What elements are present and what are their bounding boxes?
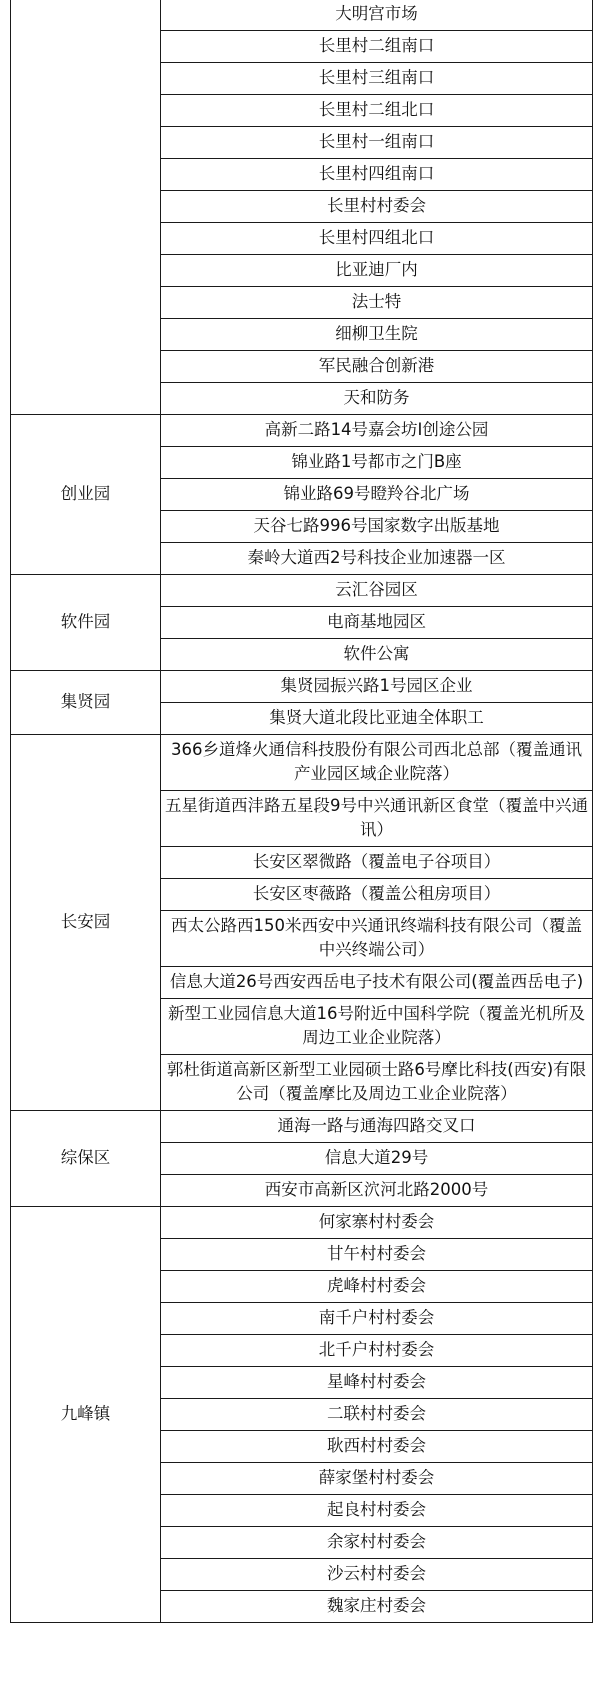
location-cell: 长里村一组南口 <box>161 127 593 159</box>
location-cell: 沙云村村委会 <box>161 1559 593 1591</box>
location-cell: 长里村二组南口 <box>161 31 593 63</box>
table-row <box>11 1111 593 1143</box>
table-row <box>11 415 593 447</box>
location-cell: 高新二路14号嘉会坊I创途公园 <box>161 415 593 447</box>
location-cell: 366乡道烽火通信科技股份有限公司西北总部（覆盖通讯产业园区域企业院落） <box>161 735 593 791</box>
table-row <box>11 0 593 31</box>
sampling-sites-table <box>10 0 593 1623</box>
location-cell: 通海一路与通海四路交叉口 <box>161 1111 593 1143</box>
location-cell: 军民融合创新港 <box>161 351 593 383</box>
table-row <box>11 1207 593 1239</box>
location-cell: 云汇谷园区 <box>161 575 593 607</box>
location-cell: 长里村三组南口 <box>161 63 593 95</box>
location-cell: 法士特 <box>161 287 593 319</box>
location-cell: 天和防务 <box>161 383 593 415</box>
location-cell: 西安市高新区泬河北路2000号 <box>161 1175 593 1207</box>
location-cell: 长安区翠微路（覆盖电子谷项目） <box>161 847 593 879</box>
area-name-cell: 九峰镇 <box>11 1207 161 1623</box>
location-cell: 比亚迪厂内 <box>161 255 593 287</box>
table-row <box>11 735 593 791</box>
area-name-cell: 长安园 <box>11 735 161 1111</box>
table-row <box>11 575 593 607</box>
location-cell: 薛家堡村村委会 <box>161 1463 593 1495</box>
location-cell: 集贤园振兴路1号园区企业 <box>161 671 593 703</box>
location-cell: 何家寨村村委会 <box>161 1207 593 1239</box>
location-cell: 信息大道29号 <box>161 1143 593 1175</box>
location-cell: 起良村村委会 <box>161 1495 593 1527</box>
location-cell: 西太公路西150米西安中兴通讯终端科技有限公司（覆盖中兴终端公司） <box>161 911 593 967</box>
table-row <box>11 671 593 703</box>
location-cell: 大明宫市场 <box>161 0 593 31</box>
location-cell: 南千户村村委会 <box>161 1303 593 1335</box>
location-cell: 星峰村村委会 <box>161 1367 593 1399</box>
location-cell: 天谷七路996号国家数字出版基地 <box>161 511 593 543</box>
location-cell: 电商基地园区 <box>161 607 593 639</box>
location-cell: 甘午村村委会 <box>161 1239 593 1271</box>
location-cell: 二联村村委会 <box>161 1399 593 1431</box>
location-cell: 虎峰村村委会 <box>161 1271 593 1303</box>
location-cell: 细柳卫生院 <box>161 319 593 351</box>
location-cell: 魏家庄村委会 <box>161 1591 593 1623</box>
location-cell: 新型工业园信息大道16号附近中国科学院（覆盖光机所及周边工业企业院落） <box>161 999 593 1055</box>
location-cell: 锦业路69号瞪羚谷北广场 <box>161 479 593 511</box>
location-cell: 长里村村委会 <box>161 191 593 223</box>
location-cell: 长里村二组北口 <box>161 95 593 127</box>
location-cell: 耿西村村委会 <box>161 1431 593 1463</box>
location-cell: 北千户村村委会 <box>161 1335 593 1367</box>
location-cell: 锦业路1号都市之门B座 <box>161 447 593 479</box>
location-cell: 秦岭大道西2号科技企业加速器一区 <box>161 543 593 575</box>
location-cell: 五星街道西沣路五星段9号中兴通讯新区食堂（覆盖中兴通讯） <box>161 791 593 847</box>
area-name-cell: 集贤园 <box>11 671 161 735</box>
area-name-cell: 软件园 <box>11 575 161 671</box>
area-name-cell <box>11 0 161 415</box>
area-name-cell: 综保区 <box>11 1111 161 1207</box>
location-cell: 长里村四组南口 <box>161 159 593 191</box>
location-cell: 长安区枣薇路（覆盖公租房项目） <box>161 879 593 911</box>
location-cell: 郭杜街道高新区新型工业园硕士路6号摩比科技(西安)有限公司（覆盖摩比及周边工业企业院落） <box>161 1055 593 1111</box>
location-cell: 集贤大道北段比亚迪全体职工 <box>161 703 593 735</box>
location-cell: 长里村四组北口 <box>161 223 593 255</box>
location-cell: 软件公寓 <box>161 639 593 671</box>
location-cell: 余家村村委会 <box>161 1527 593 1559</box>
area-name-cell: 创业园 <box>11 415 161 575</box>
location-cell: 信息大道26号西安西岳电子技术有限公司(覆盖西岳电子) <box>161 967 593 999</box>
sites-table-body <box>11 0 593 1623</box>
